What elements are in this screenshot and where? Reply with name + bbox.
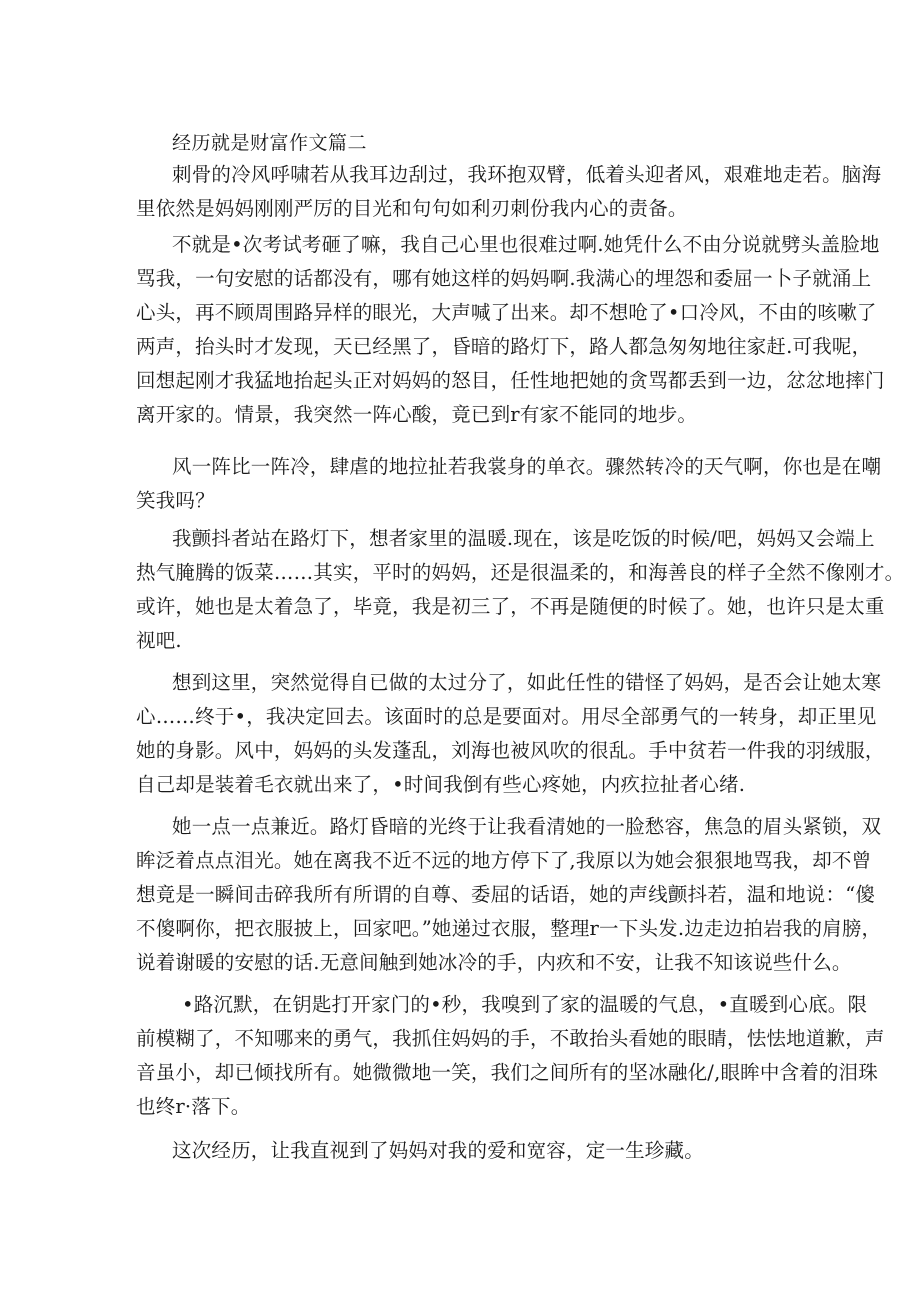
text-line: 心头，再不顾周围路异样的眼光，大声喊了出来。却不想呛了•口冷风，不由的咳嗽了 [136, 301, 877, 324]
text-line: 风一阵比一阵冷，肆虐的地拉扯若我裳身的单衣。骤然转冷的天气啊，你也是在嘲 [172, 455, 882, 478]
text-line: 或许，她也是太着急了，毕竟，我是初三了，不再是随便的时候了。她，也许只是太重 [136, 595, 885, 618]
text-line: •路沉默，在钥匙打开家门的•秒，我嗅到了家的温暖的气息，•直暖到心底。限 [182, 993, 868, 1016]
text-line: 离开家的。情景，我突然一阵心酸，竟已到r有家不能同的地步。 [136, 403, 698, 426]
text-line: 她的身影。风中，妈妈的头发蓬乱，刘海也被风吹的很乱。手中贫若一件我的羽绒服， [136, 739, 885, 762]
text-line: 音虽小，却已倾找所有。她微微地一笑，我们之间所有的坚冰融化/,眼眸中含着的泪珠 [136, 1061, 879, 1084]
text-line: 不就是•次考试考砸了嘛，我自己心里也很难过啊.她凭什么不由分说就劈头盖脸地 [172, 233, 880, 256]
paragraph [136, 522, 905, 658]
text-line: 骂我，一句安慰的话都没有，哪有她这样的妈妈啊.我满心的埋怨和委屈一卜子就涌上 [136, 267, 872, 290]
text-line: 刺骨的冷风呼啸若从我耳边刮过，我环抱双臂，低着头迎者风，艰难地走若。脑海 [172, 163, 882, 186]
text-line: 两声，抬头时才发现，天已经黑了，昏暗的路灯下，路人都急匆匆地往家赶.可我呢， [136, 335, 872, 358]
paragraph [136, 988, 885, 1124]
paragraph [136, 158, 882, 226]
text-line: 自己却是装着毛衣就出来了，•时间我倒有些心疼她，内疚拉扯者心绪. [136, 773, 746, 796]
text-line: 想到这里，突然觉得自已做的太过分了，如此任性的错怪了妈妈，是否会让她太寒 [172, 671, 882, 694]
paragraph [136, 810, 882, 980]
text-line: 心……终于•，我决定回去。该面时的总是要面对。用尽全部勇气的一转身，却正里见 [136, 705, 877, 728]
text-line: 笑我吗？ [136, 489, 215, 512]
text-line: 眸泛着点点泪光。她在离我不近不远的地方停下了,我原以为她会狠狠地骂我，却不曾 [136, 849, 872, 872]
text-line: 不傻啊你，把衣服披上，回家吧。”她递过衣服，整理r一下头发.边走边拍岩我的肩膀， [136, 917, 882, 940]
text-line: 里依然是妈妈刚刚严厉的目光和句句如利刃刺份我内心的责备。 [136, 197, 688, 220]
text-line: 回想起刚才我猛地抬起头正对妈妈的怒目，任性地把她的贪骂都丢到一边，忿忿地摔门 [136, 369, 885, 392]
text-line: 这次经历，让我直视到了妈妈对我的爱和宽容，定一生珍藏。 [172, 1139, 704, 1162]
text-line: 她一点一点兼近。路灯昏暗的光终于让我看清她的一脸愁容，焦急的眉头紧锁，双 [172, 815, 882, 838]
document-title: 经历就是财富作文篇二 [172, 132, 368, 154]
paragraph [136, 666, 885, 802]
text-line: 也终r·落下。 [136, 1095, 251, 1118]
text-line: 热气腌腾的饭菜……其实，平时的妈妈，还是很温柔的，和海善良的样子全然不像刚才。 [136, 561, 905, 584]
text-line: 视吧. [136, 629, 182, 652]
paragraph [136, 1134, 776, 1168]
text-line: 前模糊了，不知哪来的勇气，我抓住妈妈的手，不敢抬头看她的眼睛，怯怯地道歉，声 [136, 1027, 885, 1050]
text-line: 想竟是一瞬间击碎我所有所谓的自尊、委屈的话语，她的声线颤抖若，温和地说：“傻 [136, 883, 876, 906]
text-line: 我颤抖者站在路灯下，想者家里的温暖.现在，该是吃饭的时候/吧，妈妈又会端上 [172, 527, 875, 550]
paragraph [136, 450, 882, 518]
paragraph [136, 228, 885, 432]
text-line: 说着谢暖的安慰的话.无意间触到她冰冷的手，内疚和不安，让我不知该说些什么。 [136, 951, 852, 974]
